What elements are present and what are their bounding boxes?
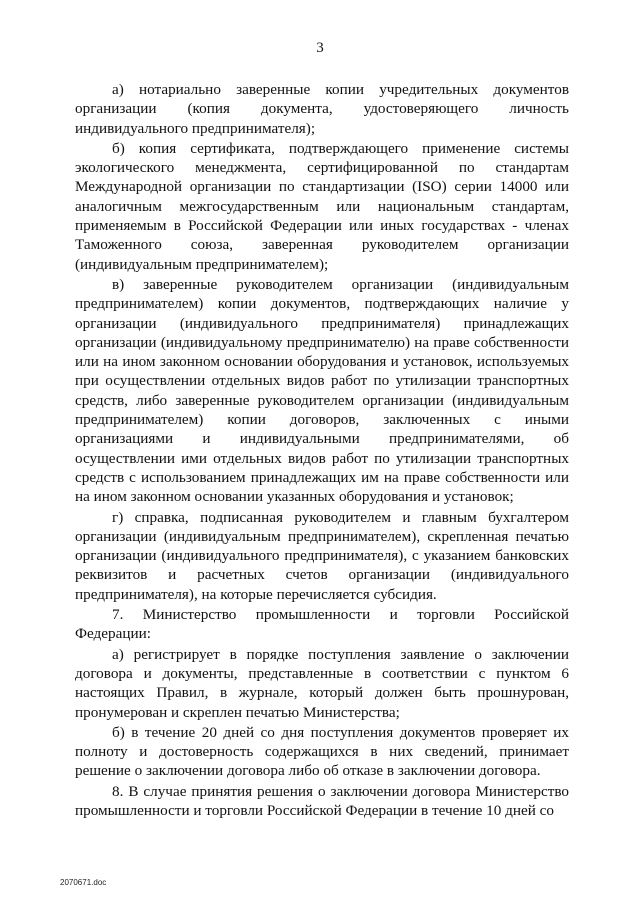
document-body — [75, 80, 569, 820]
footer-filename: 2070671.doc — [60, 878, 107, 887]
paragraph-7: 7. Министерство промышленности и торговли Российской Федерации: — [75, 606, 569, 643]
paragraph-6v: в) заверенные руководителем организации (индивидуальным предпринимателем) копии документов, подтверждающих наличие у организации (индивидуального предпринимателя) принадлежащих организации (индивидуальному предпринимателю) на праве собственности или на ином законном основании оборудования и установок, используемых при осуществлении отдельных видов работ по утилизации транспортных средств, либо заверенные руководителем организации (индивидуальным предпринимателем) копии договоров, заключенных с иными организациями и индивидуальными предпринимателями, об осуществлении ими отдельных видов работ по утилизации транспортных средств с использованием принадлежащих им на праве собственности или на ином законном основании указанных оборудования и установок; — [75, 275, 569, 506]
paragraph-7a: а) регистрирует в порядке поступления заявление о заключении договора и документы, представленные в соответствии с пунктом 6 настоящих Правил, в журнале, который должен быть прошнурован, пронумерован и скреплен печатью Министерства; — [75, 645, 569, 721]
paragraph-8: 8. В случае принятия решения о заключении договора Министерство промышленности и торговли Российской Федерации в течение 10 дней со — [75, 782, 569, 819]
page-number: 3 — [316, 40, 324, 56]
paragraph-7b: б) в течение 20 дней со дня поступления документов проверяет их полноту и достоверность содержащихся в них сведений, принимает решение о заключении договора либо об отказе в заключении договора. — [75, 723, 569, 780]
paragraph-6g: г) справка, подписанная руководителем и главным бухгалтером организации (индивидуальным предпринимателем), скрепленная печатью организации (индивидуального предпринимателя), с указанием банковских реквизитов и расчетных счетов организации (индивидуального предпринимателя), на которые перечисляется субсидия. — [75, 508, 569, 603]
paragraph-6a: а) нотариально заверенные копии учредительных документов организации (копия документа, удостоверяющего личность индивидуального предпринимателя); — [75, 81, 569, 137]
paragraph-6b: б) копия сертификата, подтверждающего применение системы экологического менеджмента, сертифицированной по стандартам Международной организации по стандартизации (ISO) серии 14000 или аналогичным межгосударственным или национальным стандартам, применяемым в Российской Федерации или иных государствах - членах Таможенного союза, заверенная руководителем организации (индивидуальным предпринимателем); — [75, 139, 569, 273]
